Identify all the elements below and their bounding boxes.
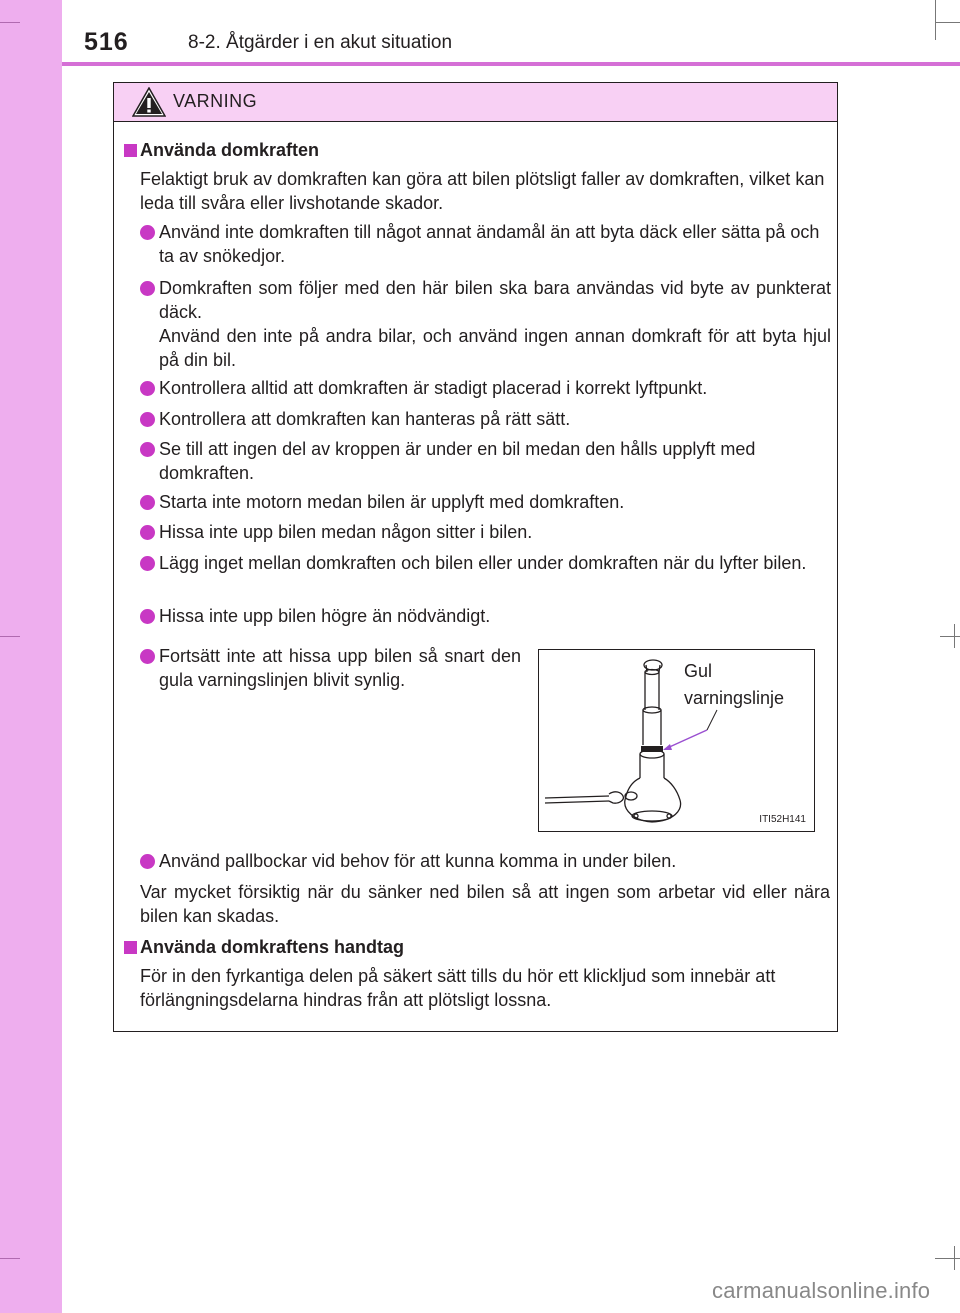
warning-box	[113, 82, 838, 1032]
section-intro: För in den fyrkantiga delen på säkert sätt tills du hör ett klickljud som innebär att förlängningsdelarna hindras från att plötsligt lossna.	[140, 966, 776, 1010]
bullet-dot-icon	[140, 556, 155, 571]
warning-triangle-icon	[132, 87, 166, 117]
figure-caption	[684, 658, 784, 712]
bullet-dot-icon	[140, 442, 155, 457]
list-item: Fortsätt inte att hissa upp bilen så snart den gula varningslinjen blivit synlig.	[159, 646, 521, 690]
watermark: carmanualsonline.info	[712, 1278, 931, 1303]
section-outro: Var mycket försiktig när du sänker ned bilen så att ingen som arbetar vid eller nära bilen kan skadas.	[140, 882, 830, 926]
section-heading: Använda domkraften	[140, 140, 320, 160]
bullet-dot-icon	[140, 609, 155, 624]
warning-header	[114, 83, 837, 122]
list-item: Lägg inget mellan domkraften och bilen eller under domkraften när du lyfter bilen.	[159, 553, 807, 573]
bullet-dot-icon	[140, 281, 155, 296]
list-item: Domkraften som följer med den här bilen ska bara användas vid byte av punkterat däck.	[159, 278, 831, 322]
bullet-dot-icon	[140, 225, 155, 240]
bullet-dot-icon	[140, 649, 155, 664]
list-item: Kontrollera att domkraften kan hanteras på rätt sätt.	[159, 409, 571, 429]
list-item-continuation: Använd den inte på andra bilar, och använd ingen annan domkraft för att byta hjul på din bil.	[159, 326, 831, 370]
list-item: Hissa inte upp bilen högre än nödvändigt.	[159, 606, 491, 626]
header-rule	[62, 62, 960, 66]
list-item: Använd inte domkraften till något annat ändamål än att byta däck eller sätta på och ta av snökedjor.	[159, 222, 820, 266]
square-bullet-icon	[124, 941, 137, 954]
caption-line: Gul	[684, 661, 713, 681]
section-title: 8-2. Åtgärder i en akut situation	[188, 32, 453, 53]
bullet-dot-icon	[140, 412, 155, 427]
section-intro: Felaktigt bruk av domkraften kan göra att bilen plötsligt faller av domkraften, vilket kan leda till svåra eller livshotande skador.	[140, 169, 825, 213]
list-item: Kontrollera alltid att domkraften är stadigt placerad i korrekt lyftpunkt.	[159, 378, 708, 398]
list-item: Hissa inte upp bilen medan någon sitter i bilen.	[159, 522, 533, 542]
list-item: Se till att ingen del av kroppen är under en bil medan den hålls upplyft med domkraften.	[159, 439, 756, 483]
warning-label: VARNING	[173, 91, 258, 111]
list-item: Starta inte motorn medan bilen är upplyft med domkraften.	[159, 492, 625, 512]
list-item: Använd pallbockar vid behov för att kunna komma in under bilen.	[159, 851, 677, 871]
page-number: 516	[84, 28, 129, 56]
bullet-dot-icon	[140, 495, 155, 510]
figure-code: ITI52H141	[759, 814, 806, 825]
square-bullet-icon	[124, 144, 137, 157]
bullet-dot-icon	[140, 525, 155, 540]
bullet-dot-icon	[140, 381, 155, 396]
section-heading: Använda domkraftens handtag	[140, 937, 405, 957]
bullet-dot-icon	[140, 854, 155, 869]
side-tab-strip	[0, 0, 62, 1313]
caption-line: varningslinje	[684, 688, 785, 708]
jack-illustration	[538, 649, 815, 832]
